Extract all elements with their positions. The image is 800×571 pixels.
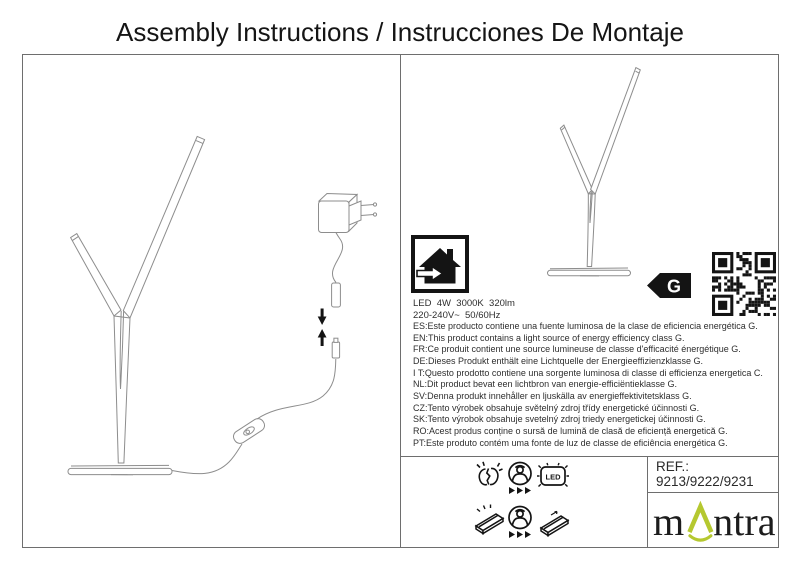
ref-cell-divider (647, 456, 648, 547)
assembly-drawing-panel (23, 55, 400, 547)
indoor-use-icon (411, 235, 469, 293)
led-badge: LED (545, 472, 561, 482)
ref-value: 9213/9222/9231 (656, 474, 754, 489)
led-light-source-icon (537, 463, 569, 487)
brand-logo (653, 498, 777, 553)
energy-class-letter: G (666, 276, 682, 297)
language-statements (413, 321, 777, 449)
logo-caret (689, 507, 711, 533)
language-line: PT:Este produto contém uma fonte de luz de classe de eficiência energética G. (413, 437, 728, 448)
logo-text-ntra: ntra (713, 498, 776, 544)
lamp-stem (114, 316, 130, 463)
lamp-connector (332, 342, 339, 358)
lamp-thumbnail-drawing (539, 63, 644, 278)
logo-text-m: m (653, 498, 685, 544)
language-line: CZ:Tento výrobek obsahuje světelný zdroj třídy energetické účinnosti G. (413, 402, 700, 413)
bottom-section-divider (401, 456, 778, 457)
lamp-left-arm (71, 234, 121, 316)
led-driver-icon (541, 512, 568, 536)
spec-line-voltage: 220-240V~ 50/60Hz (413, 309, 501, 321)
logo-swoosh (690, 536, 711, 540)
professional-person-icon (509, 507, 531, 529)
broken-light-source-icon (477, 462, 503, 485)
qr-code (712, 252, 776, 316)
lamp-assembly-drawing (23, 55, 400, 547)
language-line: ES:Este producto contiene una fuente luminosa de la clase de eficiencia energética G. (413, 321, 758, 331)
lamp-base (71, 465, 169, 466)
language-line: DE:Dieses Produkt enthält eine Lichtquelle der Energieeffizienzklasse G. (413, 355, 703, 366)
language-line: I T:Questo prodotto contiene una sorgente luminosa di classe di efficienza energetica C. (413, 367, 763, 378)
language-line: FR:Ce produit contient une source lumineuse de classe d'efficacité énergétique G. (413, 344, 741, 355)
reference-block (656, 459, 754, 489)
info-panel (401, 55, 778, 547)
ref-label: REF.: (656, 459, 690, 474)
language-line: NL:Dit product bevat een lichtbron van energie-efficiëntieklasse G. (413, 379, 677, 390)
language-line: RO:Acest produs conține o sursă de lumină de clasă de eficiență energetică G. (413, 425, 728, 436)
lamp-right-arm (123, 136, 204, 318)
forward-arrows-icon (509, 487, 531, 494)
professional-person-icon (509, 463, 531, 485)
instruction-sheet (22, 54, 779, 548)
ref-logo-divider (648, 492, 778, 493)
plug-pins (361, 205, 374, 206)
led-driver-glow-icon (476, 505, 503, 534)
language-line: SV:Denna produkt innehåller en ljuskälla av energieffektivitetsklass G. (413, 390, 692, 401)
language-line: EN:This product contains a light source of energy efficiency class G. (413, 332, 685, 343)
forward-arrows-icon (509, 531, 531, 538)
page-title: Assembly Instructions / Instrucciones De Montaje (116, 17, 684, 47)
connect-arrows-icon (318, 309, 327, 347)
language-line: SK:Tento výrobok obsahuje svetelný zdroj triedy energetickej účinnosti G. (413, 414, 706, 425)
energy-class-arrow-icon (647, 273, 691, 298)
inline-switch (231, 416, 267, 445)
adapter-connector (332, 283, 341, 307)
spec-line-led: LED 4W 3000K 320lm (413, 298, 515, 309)
lamp-specs (413, 298, 515, 321)
power-cable (172, 444, 242, 474)
service-pictograms (473, 459, 573, 541)
mantra-logo (653, 498, 777, 548)
